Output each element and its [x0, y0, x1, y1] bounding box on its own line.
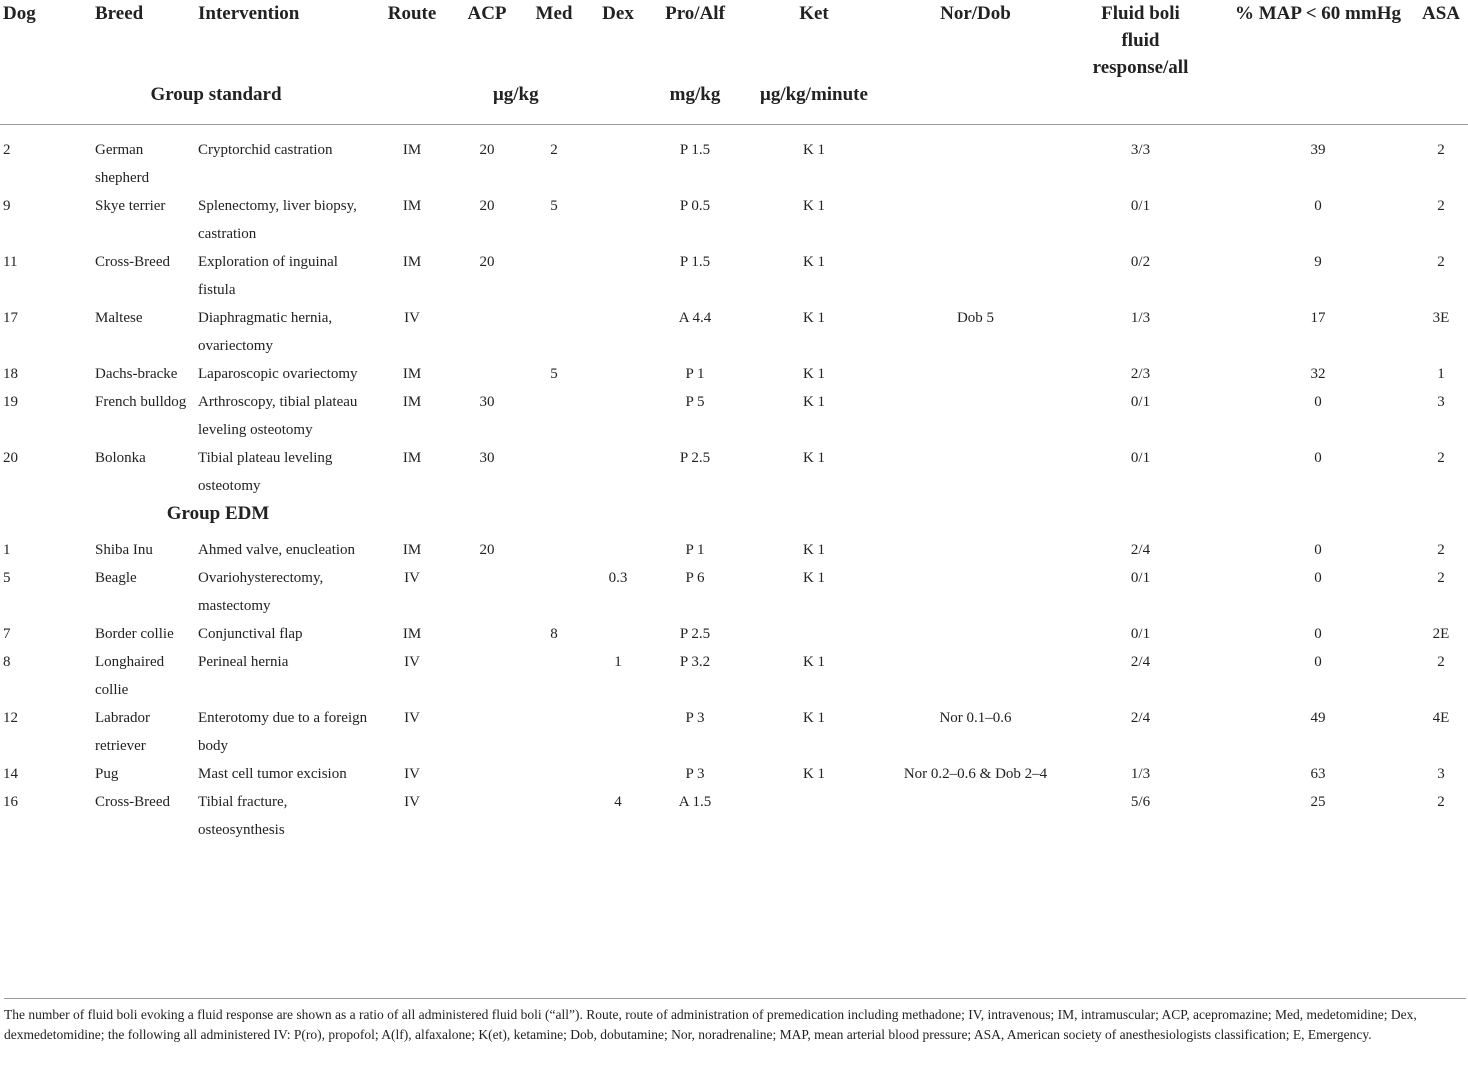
cell-ket: K 1 — [802, 450, 826, 466]
cell-fluid: 2/4 — [1130, 542, 1151, 558]
cell-asa: 4E — [1432, 710, 1450, 726]
cell-route: IM — [402, 198, 422, 214]
cell-map: 32 — [1310, 366, 1326, 382]
cell-acp: 20 — [479, 142, 495, 158]
cell-breed: Beagle — [95, 570, 137, 586]
cell-fluid: 1/3 — [1130, 766, 1151, 782]
table-header — [0, 0, 1468, 124]
table-row — [0, 192, 1468, 248]
cell-nordob — [892, 248, 1059, 304]
cell-breed: Bolonka — [95, 450, 146, 466]
cell-nordob — [892, 192, 1059, 248]
cell-nordob — [892, 444, 1059, 500]
cell-dog: 17 — [3, 310, 18, 326]
cell-route: IM — [402, 142, 422, 158]
cell-ket: K 1 — [802, 710, 826, 726]
cell-dog: 18 — [3, 366, 18, 382]
header-breed: Breed — [95, 3, 144, 24]
cell-med — [526, 760, 582, 788]
cell-intervention: Perineal hernia — [198, 654, 289, 670]
cell-map: 0 — [1314, 542, 1322, 558]
cell-asa: 2 — [1437, 542, 1445, 558]
cell-proalf: A 4.4 — [678, 310, 712, 326]
header-intervention: Intervention — [198, 3, 300, 24]
table-row — [0, 620, 1468, 648]
cell-proalf: A 1.5 — [678, 794, 712, 810]
cell-acp — [448, 564, 526, 620]
cell-dex — [582, 248, 654, 304]
cell-fluid: 5/6 — [1130, 794, 1151, 810]
cell-route: IM — [402, 366, 422, 382]
cell-nordob — [892, 788, 1059, 844]
cell-acp — [448, 704, 526, 760]
group-edm-row — [0, 500, 1468, 536]
cell-ket — [736, 788, 892, 844]
cell-fluid: 0/1 — [1130, 450, 1151, 466]
cell-ket: K 1 — [802, 366, 826, 382]
cell-acp: 30 — [479, 450, 495, 466]
table-row — [0, 304, 1468, 360]
cell-route: IV — [404, 654, 420, 670]
cell-ket: K 1 — [802, 198, 826, 214]
cell-fluid: 2/3 — [1130, 366, 1151, 382]
cell-med — [526, 536, 582, 564]
cell-ket: K 1 — [802, 766, 826, 782]
cell-dex — [582, 360, 654, 388]
cell-med — [526, 704, 582, 760]
header-proalf: Pro/Alf — [665, 3, 725, 24]
cell-asa: 2 — [1437, 142, 1445, 158]
unit-mg-kg: mg/kg — [669, 84, 721, 105]
cell-acp — [448, 360, 526, 388]
cell-dog: 9 — [3, 198, 11, 214]
header-acp: ACP — [467, 3, 507, 24]
cell-map: 63 — [1310, 766, 1326, 782]
cell-proalf: P 1.5 — [679, 254, 711, 270]
cell-breed: French bulldog — [95, 394, 187, 410]
cell-breed: Dachs-bracke — [95, 366, 178, 382]
cell-proalf: P 1 — [685, 366, 705, 382]
cell-dex: 4 — [614, 794, 622, 810]
cell-map: 0 — [1314, 198, 1322, 214]
cell-med — [526, 304, 582, 360]
cell-ket: K 1 — [802, 570, 826, 586]
cell-breed: Cross-Breed — [95, 794, 170, 810]
header-asa: ASA — [1421, 3, 1460, 24]
group-standard-title: Group standard — [150, 84, 282, 105]
header-fluid: Fluid boli fluid response/all — [1092, 3, 1189, 78]
cell-med: 5 — [550, 198, 558, 214]
cell-nordob: Dob 5 — [956, 310, 995, 326]
cell-breed: Shiba Inu — [95, 542, 153, 558]
cell-map: 39 — [1310, 142, 1326, 158]
cell-breed: Cross-Breed — [95, 254, 170, 270]
cell-route: IV — [404, 710, 420, 726]
cell-med — [526, 444, 582, 500]
header-med: Med — [535, 3, 573, 24]
cell-nordob — [892, 388, 1059, 444]
group-edm-title: Group EDM — [166, 503, 270, 524]
cell-proalf: P 1.5 — [679, 142, 711, 158]
cell-fluid: 0/1 — [1130, 626, 1151, 642]
cell-ket: K 1 — [802, 142, 826, 158]
cell-nordob — [892, 620, 1059, 648]
cell-acp: 30 — [479, 394, 495, 410]
cell-map: 17 — [1310, 310, 1326, 326]
cell-nordob — [892, 536, 1059, 564]
cell-map: 0 — [1314, 450, 1322, 466]
cell-intervention: Laparoscopic ovariectomy — [198, 366, 358, 382]
cell-dog: 14 — [3, 766, 18, 782]
cell-breed: Maltese — [95, 310, 143, 326]
cell-intervention: Arthroscopy, tibial plateau leveling osteotomy — [198, 394, 358, 438]
cell-proalf: P 6 — [685, 570, 705, 586]
cell-proalf: P 5 — [685, 394, 705, 410]
cell-dog: 7 — [3, 626, 11, 642]
cell-ket — [736, 620, 892, 648]
header-map: % MAP < 60 mmHg — [1235, 3, 1401, 24]
cell-acp — [448, 304, 526, 360]
cell-route: IM — [402, 542, 422, 558]
cell-fluid: 1/3 — [1130, 310, 1151, 326]
cell-dex — [582, 536, 654, 564]
unit-ug-kg-minute: μg/kg/minute — [760, 84, 868, 105]
cell-route: IV — [404, 794, 420, 810]
cell-med: 2 — [550, 142, 558, 158]
cell-nordob: Nor 0.1–0.6 — [939, 710, 1012, 726]
table-row — [0, 648, 1468, 704]
cell-fluid: 3/3 — [1130, 142, 1151, 158]
cell-med — [526, 388, 582, 444]
cell-proalf: P 0.5 — [679, 198, 711, 214]
cell-fluid: 0/1 — [1130, 394, 1151, 410]
table-body — [0, 124, 1468, 844]
cell-fluid: 2/4 — [1130, 710, 1151, 726]
cell-fluid: 0/2 — [1130, 254, 1151, 270]
cell-med — [526, 648, 582, 704]
cell-med — [526, 248, 582, 304]
cell-map: 49 — [1310, 710, 1326, 726]
table-row — [0, 444, 1468, 500]
cell-asa: 3 — [1437, 766, 1445, 782]
cell-asa: 3 — [1437, 394, 1445, 410]
cell-med: 8 — [550, 626, 558, 642]
cell-intervention: Diaphragmatic hernia, ovariectomy — [198, 310, 333, 354]
table-row — [0, 248, 1468, 304]
cell-route: IV — [404, 310, 420, 326]
table-row — [0, 536, 1468, 564]
cell-route: IM — [402, 254, 422, 270]
cell-map: 0 — [1314, 394, 1322, 410]
cell-dex — [582, 704, 654, 760]
cell-dex: 0.3 — [608, 570, 628, 586]
cell-intervention: Mast cell tumor excision — [198, 766, 347, 782]
cell-intervention: Ovariohysterectomy, mastectomy — [198, 570, 324, 614]
cell-acp — [448, 788, 526, 844]
cell-dex — [582, 760, 654, 788]
cell-breed: Pug — [95, 766, 119, 782]
cell-map: 9 — [1314, 254, 1322, 270]
cell-breed: Border collie — [95, 626, 174, 642]
cell-dog: 5 — [3, 570, 11, 586]
cell-proalf: P 3.2 — [679, 654, 711, 670]
cell-intervention: Ahmed valve, enucleation — [198, 542, 356, 558]
table-row — [0, 136, 1468, 192]
table-row — [0, 704, 1468, 760]
cell-dex — [582, 136, 654, 192]
cell-ket: K 1 — [802, 542, 826, 558]
cell-intervention: Splenectomy, liver biopsy, castration — [198, 198, 357, 242]
cell-route: IV — [404, 570, 420, 586]
unit-ug-kg: μg/kg — [493, 84, 539, 105]
cell-acp — [448, 760, 526, 788]
cell-proalf: P 3 — [685, 766, 705, 782]
cell-intervention: Tibial plateau leveling osteotomy — [198, 450, 333, 494]
cell-asa: 3E — [1432, 310, 1450, 326]
cell-med: 5 — [550, 366, 558, 382]
cell-proalf: P 2.5 — [679, 450, 711, 466]
cell-breed: Skye terrier — [95, 198, 166, 214]
cell-nordob — [892, 136, 1059, 192]
cell-breed: German shepherd — [95, 142, 150, 186]
cell-route: IM — [402, 450, 422, 466]
cell-dog: 8 — [3, 654, 11, 670]
cell-map: 0 — [1314, 570, 1322, 586]
table-row — [0, 760, 1468, 788]
cell-fluid: 2/4 — [1130, 654, 1151, 670]
table-row — [0, 788, 1468, 844]
cell-asa: 2E — [1432, 626, 1450, 642]
cell-proalf: P 3 — [685, 710, 705, 726]
cell-dog: 19 — [3, 394, 18, 410]
cell-intervention: Exploration of inguinal fistula — [198, 254, 338, 298]
cell-dex — [582, 444, 654, 500]
cell-asa: 2 — [1437, 254, 1445, 270]
cell-nordob: Nor 0.2–0.6 & Dob 2–4 — [903, 766, 1048, 782]
cell-route: IV — [404, 766, 420, 782]
cell-dex — [582, 192, 654, 248]
cell-acp — [448, 648, 526, 704]
cell-map: 0 — [1314, 654, 1322, 670]
cell-asa: 1 — [1437, 366, 1445, 382]
cell-dog: 12 — [3, 710, 18, 726]
header-ket: Ket — [799, 3, 829, 24]
header-nordob: Nor/Dob — [940, 3, 1011, 24]
cell-asa: 2 — [1437, 450, 1445, 466]
cell-dog: 2 — [3, 142, 11, 158]
cell-intervention: Conjunctival flap — [198, 626, 303, 642]
cell-med — [526, 564, 582, 620]
cell-dex: 1 — [614, 654, 622, 670]
cell-map: 0 — [1314, 626, 1322, 642]
cell-dog: 16 — [3, 794, 18, 810]
header-dog: Dog — [3, 3, 36, 24]
cell-asa: 2 — [1437, 570, 1445, 586]
cell-med — [526, 788, 582, 844]
table-row — [0, 564, 1468, 620]
cell-proalf: P 1 — [685, 542, 705, 558]
cell-dog: 1 — [3, 542, 11, 558]
cell-intervention: Tibial fracture, osteosynthesis — [198, 794, 288, 838]
cell-asa: 2 — [1437, 654, 1445, 670]
cell-dog: 11 — [3, 254, 18, 270]
cell-dex — [582, 620, 654, 648]
cell-acp: 20 — [479, 254, 495, 270]
cell-proalf: P 2.5 — [679, 626, 711, 642]
cell-ket: K 1 — [802, 394, 826, 410]
cell-breed: Labrador retriever — [95, 710, 150, 754]
cell-dex — [582, 304, 654, 360]
cell-intervention: Enterotomy due to a foreign body — [198, 710, 368, 754]
table-footnote: The number of fluid boli evoking a fluid response are shown as a ratio of all administered fluid boli (“all”). Route, route of administration of premedication including methadone; IV, intravenous; IM, intramuscular; ACP, acepromazine; Med, medetomidine; Dex, dexmedetomidine; the following all administered IV: P(ro), propofol; A(lf), alfaxalone; K(et), ketamine; Dob, dobutamine; Nor, noradrenaline; MAP, mean arterial blood pressure; ASA, American society of anesthesiologists classification; E, Emergency. — [4, 998, 1466, 1045]
cell-ket: K 1 — [802, 310, 826, 326]
cell-fluid: 0/1 — [1130, 198, 1151, 214]
cell-acp: 20 — [479, 198, 495, 214]
cell-ket: K 1 — [802, 654, 826, 670]
header-dex: Dex — [602, 3, 634, 24]
cell-dex — [582, 388, 654, 444]
cell-nordob — [892, 360, 1059, 388]
cell-route: IM — [402, 626, 422, 642]
cell-acp — [448, 620, 526, 648]
cell-map: 25 — [1310, 794, 1326, 810]
cell-asa: 2 — [1437, 794, 1445, 810]
cell-nordob — [892, 564, 1059, 620]
cell-acp: 20 — [479, 542, 495, 558]
cell-intervention: Cryptorchid castration — [198, 142, 333, 158]
table-row — [0, 388, 1468, 444]
cell-route: IM — [402, 394, 422, 410]
cell-dog: 20 — [3, 450, 18, 466]
cell-fluid: 0/1 — [1130, 570, 1151, 586]
header-route: Route — [387, 3, 437, 24]
cell-nordob — [892, 648, 1059, 704]
cell-ket: K 1 — [802, 254, 826, 270]
cell-asa: 2 — [1437, 198, 1445, 214]
cell-breed: Longhaired collie — [95, 654, 165, 698]
table-row — [0, 360, 1468, 388]
